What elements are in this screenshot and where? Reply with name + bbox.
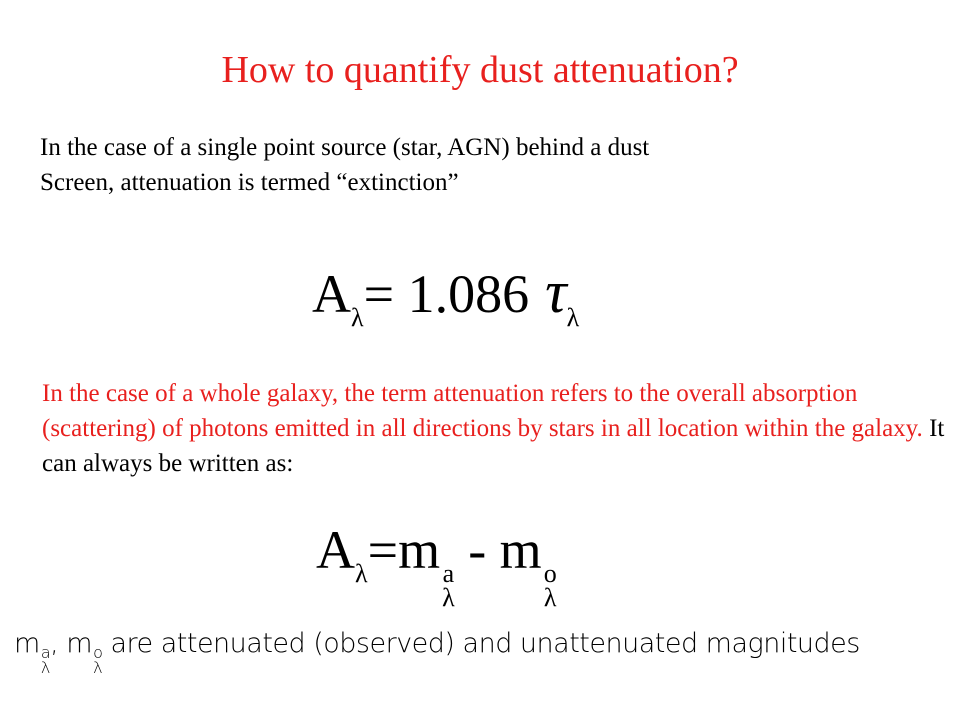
legend-m2-subsup (93, 645, 102, 675)
legend-m1-subsup (41, 645, 50, 675)
intro-paragraph (40, 130, 940, 200)
legend-text: are attenuated (observed) and unattenuated magnitudes (102, 628, 860, 659)
eq2-sub-1: λ (442, 583, 455, 612)
legend-m1: m (14, 628, 40, 659)
eq1-lhs: A (312, 264, 351, 324)
legend-sep: , m (50, 628, 93, 659)
legend-m1-sub: λ (40, 658, 50, 677)
galaxy-red-text: In the case of a whole galaxy, the term attenuation refers to the overall absorption (scattering) of photons emitted in all directions by stars in all location within the galaxy. (42, 380, 923, 442)
eq2-lhs-sub: λ (355, 559, 368, 588)
galaxy-paragraph (42, 376, 952, 481)
eq2-sup-o: o (543, 559, 557, 588)
eq2-lhs: A (316, 520, 355, 580)
eq2-sup-a: a (442, 559, 455, 588)
slide-title: How to quantify dust attenuation? (221, 49, 739, 91)
eq1-lhs-sub: λ (351, 303, 364, 332)
intro-line-2: Screen, attenuation is termed “extinction” (40, 169, 459, 196)
eq2-sub-2: λ (543, 583, 557, 612)
magnitude-legend (14, 624, 860, 675)
eq2-subsup-1 (442, 559, 455, 612)
eq2-m-unattenuated: - m (454, 520, 542, 580)
legend-m2-sup: o (93, 643, 103, 662)
eq1-coefficient: = 1.086 (363, 264, 530, 324)
intro-line-1: In the case of a single point source (star, AGN) behind a dust (40, 134, 650, 161)
eq1-tau: τ (545, 259, 567, 325)
eq1-tau-sub: λ (566, 303, 580, 332)
attenuation-equation (316, 520, 557, 610)
eq2-m-attenuated: =m (367, 520, 441, 580)
extinction-equation (312, 259, 580, 348)
legend-m2-sub: λ (93, 658, 103, 677)
eq2-subsup-2 (543, 559, 557, 612)
legend-m1-sup: a (40, 643, 51, 662)
galaxy-black-text: It can always be written as: (42, 415, 945, 477)
